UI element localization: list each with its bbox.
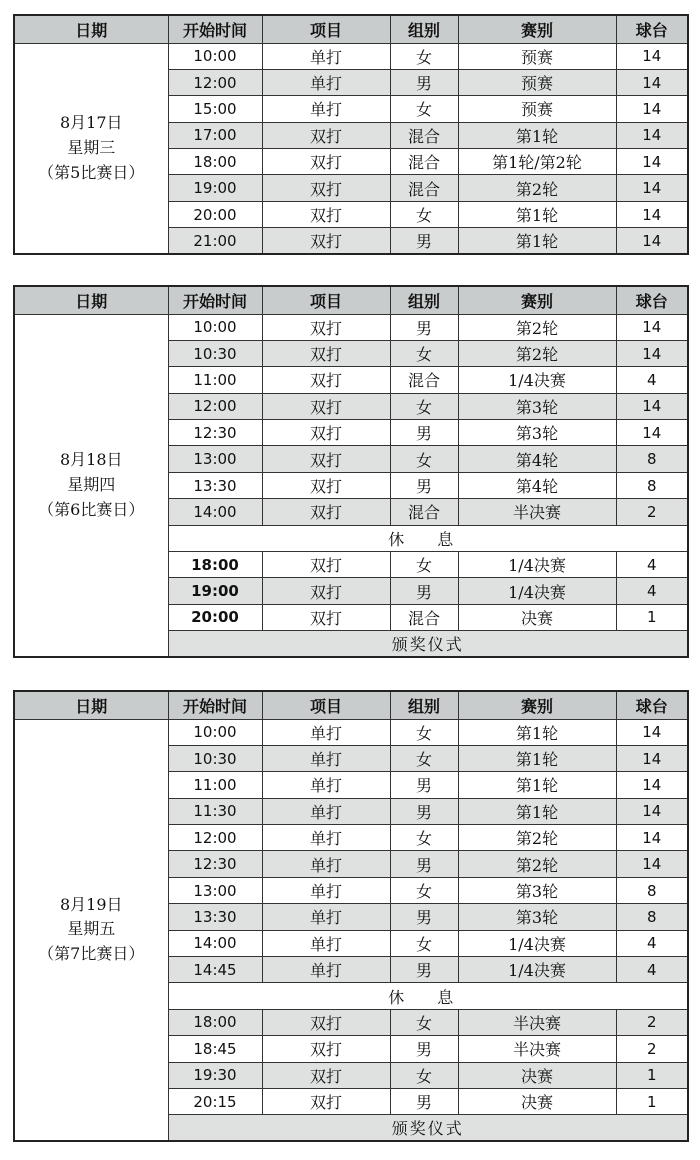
event-cell: 双打 xyxy=(262,499,390,525)
date-cell xyxy=(14,719,168,1141)
group-cell: 男 xyxy=(390,69,458,95)
group-cell: 混合 xyxy=(390,122,458,148)
round-cell: 决赛 xyxy=(458,1062,616,1088)
time-cell: 18:00 xyxy=(168,149,262,175)
tables-cell: 14 xyxy=(616,69,688,95)
round-cell: 第1轮/第2轮 xyxy=(458,149,616,175)
time-cell: 10:30 xyxy=(168,340,262,366)
event-cell: 双打 xyxy=(262,340,390,366)
time-cell: 13:00 xyxy=(168,877,262,903)
round-cell: 第1轮 xyxy=(458,798,616,824)
header-group: 组别 xyxy=(390,691,458,719)
round-cell: 半决赛 xyxy=(458,1009,616,1035)
tables-cell: 14 xyxy=(616,825,688,851)
group-cell: 女 xyxy=(390,719,458,745)
header-row xyxy=(14,15,688,43)
header-tables: 球台 xyxy=(616,15,688,43)
time-cell: 14:00 xyxy=(168,499,262,525)
event-cell: 双打 xyxy=(262,578,390,604)
page-top-edge xyxy=(0,0,700,10)
date-cell xyxy=(14,314,168,657)
group-cell: 男 xyxy=(390,957,458,983)
tables-cell: 14 xyxy=(616,420,688,446)
time-cell: 20:15 xyxy=(168,1088,262,1114)
round-cell: 第3轮 xyxy=(458,877,616,903)
tables-cell: 2 xyxy=(616,1009,688,1035)
table-row xyxy=(14,719,688,745)
group-cell: 男 xyxy=(390,851,458,877)
group-cell: 男 xyxy=(390,1036,458,1062)
tables-cell: 1 xyxy=(616,604,688,630)
event-cell: 单打 xyxy=(262,772,390,798)
time-cell: 12:00 xyxy=(168,393,262,419)
header-date: 日期 xyxy=(14,691,168,719)
tables-cell: 14 xyxy=(616,228,688,254)
round-cell: 第3轮 xyxy=(458,420,616,446)
time-cell: 18:00 xyxy=(168,552,262,578)
tables-cell: 8 xyxy=(616,904,688,930)
round-cell: 1/4决赛 xyxy=(458,552,616,578)
group-cell: 混合 xyxy=(390,149,458,175)
tables-cell: 1 xyxy=(616,1062,688,1088)
event-cell: 双打 xyxy=(262,393,390,419)
round-cell: 第1轮 xyxy=(458,228,616,254)
group-cell: 女 xyxy=(390,393,458,419)
table-row xyxy=(14,314,688,340)
group-cell: 女 xyxy=(390,201,458,227)
time-cell: 12:30 xyxy=(168,851,262,877)
event-cell: 双打 xyxy=(262,446,390,472)
time-cell: 19:30 xyxy=(168,1062,262,1088)
match-day-label: （第5比赛日） xyxy=(38,162,145,182)
time-cell: 10:00 xyxy=(168,43,262,69)
time-cell: 15:00 xyxy=(168,96,262,122)
match-day-label: （第7比赛日） xyxy=(38,944,145,964)
break-label: 休 息 xyxy=(168,983,688,1009)
group-cell: 女 xyxy=(390,877,458,903)
event-cell: 双打 xyxy=(262,149,390,175)
time-cell: 19:00 xyxy=(168,175,262,201)
tables-cell: 1 xyxy=(616,1088,688,1114)
tables-cell: 14 xyxy=(616,745,688,771)
event-cell: 双打 xyxy=(262,552,390,578)
tables-cell: 14 xyxy=(616,393,688,419)
event-cell: 单打 xyxy=(262,69,390,95)
event-cell: 双打 xyxy=(262,472,390,498)
event-cell: 单打 xyxy=(262,719,390,745)
event-cell: 双打 xyxy=(262,604,390,630)
schedule-table-day19 xyxy=(13,690,689,1142)
header-time: 开始时间 xyxy=(168,286,262,314)
round-cell: 第3轮 xyxy=(458,393,616,419)
time-cell: 10:00 xyxy=(168,314,262,340)
round-cell: 预赛 xyxy=(458,96,616,122)
time-cell: 18:45 xyxy=(168,1036,262,1062)
time-cell: 14:45 xyxy=(168,957,262,983)
weekday-label: 星期五 xyxy=(67,919,116,939)
tables-cell: 2 xyxy=(616,499,688,525)
date-label: 8月19日 xyxy=(59,894,123,914)
time-cell: 21:00 xyxy=(168,228,262,254)
tables-cell: 14 xyxy=(616,798,688,824)
group-cell: 男 xyxy=(390,904,458,930)
schedule-table-day17 xyxy=(13,14,689,255)
event-cell: 单打 xyxy=(262,43,390,69)
round-cell: 第1轮 xyxy=(458,122,616,148)
round-cell: 第2轮 xyxy=(458,825,616,851)
event-cell: 单打 xyxy=(262,904,390,930)
tables-cell: 14 xyxy=(616,201,688,227)
tables-cell: 14 xyxy=(616,96,688,122)
event-cell: 双打 xyxy=(262,1088,390,1114)
round-cell: 第1轮 xyxy=(458,745,616,771)
weekday-label: 星期四 xyxy=(67,474,116,494)
time-cell: 17:00 xyxy=(168,122,262,148)
time-cell: 13:30 xyxy=(168,904,262,930)
time-cell: 12:00 xyxy=(168,825,262,851)
group-cell: 男 xyxy=(390,578,458,604)
round-cell: 1/4决赛 xyxy=(458,957,616,983)
header-tables: 球台 xyxy=(616,286,688,314)
header-row xyxy=(14,286,688,314)
header-event: 项目 xyxy=(262,691,390,719)
time-cell: 13:00 xyxy=(168,446,262,472)
event-cell: 双打 xyxy=(262,1036,390,1062)
event-cell: 双打 xyxy=(262,1062,390,1088)
round-cell: 第2轮 xyxy=(458,340,616,366)
tables-cell: 14 xyxy=(616,772,688,798)
header-row xyxy=(14,691,688,719)
ceremony-label: 颁奖仪式 xyxy=(168,1115,688,1141)
ceremony-label: 颁奖仪式 xyxy=(168,631,688,657)
event-cell: 双打 xyxy=(262,1009,390,1035)
group-cell: 混合 xyxy=(390,604,458,630)
time-cell: 13:30 xyxy=(168,472,262,498)
break-label: 休 息 xyxy=(168,525,688,551)
header-group: 组别 xyxy=(390,15,458,43)
round-cell: 预赛 xyxy=(458,43,616,69)
group-cell: 女 xyxy=(390,930,458,956)
event-cell: 双打 xyxy=(262,420,390,446)
event-cell: 双打 xyxy=(262,367,390,393)
time-cell: 10:00 xyxy=(168,719,262,745)
time-cell: 18:00 xyxy=(168,1009,262,1035)
round-cell: 第2轮 xyxy=(458,175,616,201)
header-group: 组别 xyxy=(390,286,458,314)
header-tables: 球台 xyxy=(616,691,688,719)
time-cell: 11:00 xyxy=(168,367,262,393)
event-cell: 双打 xyxy=(262,122,390,148)
match-day-label: （第6比赛日） xyxy=(38,499,145,519)
event-cell: 单打 xyxy=(262,877,390,903)
round-cell: 第1轮 xyxy=(458,201,616,227)
time-cell: 20:00 xyxy=(168,604,262,630)
tables-cell: 14 xyxy=(616,314,688,340)
header-time: 开始时间 xyxy=(168,15,262,43)
time-cell: 19:00 xyxy=(168,578,262,604)
round-cell: 决赛 xyxy=(458,604,616,630)
event-cell: 双打 xyxy=(262,314,390,340)
group-cell: 女 xyxy=(390,825,458,851)
round-cell: 第1轮 xyxy=(458,719,616,745)
table-row xyxy=(14,43,688,69)
round-cell: 第1轮 xyxy=(458,772,616,798)
time-cell: 11:30 xyxy=(168,798,262,824)
group-cell: 女 xyxy=(390,1009,458,1035)
tables-cell: 14 xyxy=(616,175,688,201)
header-date: 日期 xyxy=(14,15,168,43)
round-cell: 1/4决赛 xyxy=(458,930,616,956)
tables-cell: 14 xyxy=(616,122,688,148)
time-cell: 11:00 xyxy=(168,772,262,798)
group-cell: 女 xyxy=(390,745,458,771)
header-time: 开始时间 xyxy=(168,691,262,719)
time-cell: 12:00 xyxy=(168,69,262,95)
event-cell: 单打 xyxy=(262,745,390,771)
group-cell: 女 xyxy=(390,96,458,122)
tables-cell: 14 xyxy=(616,340,688,366)
group-cell: 女 xyxy=(390,43,458,69)
group-cell: 女 xyxy=(390,340,458,366)
tables-cell: 8 xyxy=(616,877,688,903)
round-cell: 第2轮 xyxy=(458,851,616,877)
event-cell: 双打 xyxy=(262,201,390,227)
tables-cell: 14 xyxy=(616,149,688,175)
group-cell: 男 xyxy=(390,314,458,340)
tables-cell: 14 xyxy=(616,719,688,745)
round-cell: 半决赛 xyxy=(458,499,616,525)
event-cell: 单打 xyxy=(262,798,390,824)
round-cell: 决赛 xyxy=(458,1088,616,1114)
header-event: 项目 xyxy=(262,15,390,43)
group-cell: 混合 xyxy=(390,499,458,525)
schedule-table-day18 xyxy=(13,285,689,658)
tables-cell: 4 xyxy=(616,930,688,956)
group-cell: 男 xyxy=(390,472,458,498)
weekday-label: 星期三 xyxy=(67,137,116,157)
group-cell: 男 xyxy=(390,420,458,446)
round-cell: 1/4决赛 xyxy=(458,578,616,604)
event-cell: 单打 xyxy=(262,930,390,956)
group-cell: 男 xyxy=(390,798,458,824)
tables-cell: 4 xyxy=(616,957,688,983)
group-cell: 男 xyxy=(390,228,458,254)
event-cell: 单打 xyxy=(262,851,390,877)
header-round: 赛别 xyxy=(458,15,616,43)
date-label: 8月18日 xyxy=(59,450,123,470)
group-cell: 混合 xyxy=(390,367,458,393)
group-cell: 女 xyxy=(390,552,458,578)
group-cell: 男 xyxy=(390,772,458,798)
event-cell: 单打 xyxy=(262,825,390,851)
round-cell: 第4轮 xyxy=(458,472,616,498)
round-cell: 第3轮 xyxy=(458,904,616,930)
event-cell: 双打 xyxy=(262,228,390,254)
time-cell: 10:30 xyxy=(168,745,262,771)
tables-cell: 14 xyxy=(616,43,688,69)
tables-cell: 4 xyxy=(616,367,688,393)
tables-cell: 8 xyxy=(616,446,688,472)
event-cell: 单打 xyxy=(262,957,390,983)
event-cell: 单打 xyxy=(262,96,390,122)
time-cell: 14:00 xyxy=(168,930,262,956)
event-cell: 双打 xyxy=(262,175,390,201)
round-cell: 1/4决赛 xyxy=(458,367,616,393)
tables-cell: 14 xyxy=(616,851,688,877)
tables-cell: 4 xyxy=(616,578,688,604)
time-cell: 20:00 xyxy=(168,201,262,227)
tables-cell: 4 xyxy=(616,552,688,578)
header-round: 赛别 xyxy=(458,691,616,719)
round-cell: 预赛 xyxy=(458,69,616,95)
round-cell: 第4轮 xyxy=(458,446,616,472)
group-cell: 混合 xyxy=(390,175,458,201)
group-cell: 男 xyxy=(390,1088,458,1114)
tables-cell: 8 xyxy=(616,472,688,498)
header-round: 赛别 xyxy=(458,286,616,314)
group-cell: 女 xyxy=(390,446,458,472)
header-date: 日期 xyxy=(14,286,168,314)
date-cell xyxy=(14,43,168,254)
round-cell: 第2轮 xyxy=(458,314,616,340)
date-label: 8月17日 xyxy=(59,113,123,133)
time-cell: 12:30 xyxy=(168,420,262,446)
tables-cell: 2 xyxy=(616,1036,688,1062)
round-cell: 半决赛 xyxy=(458,1036,616,1062)
group-cell: 女 xyxy=(390,1062,458,1088)
header-event: 项目 xyxy=(262,286,390,314)
